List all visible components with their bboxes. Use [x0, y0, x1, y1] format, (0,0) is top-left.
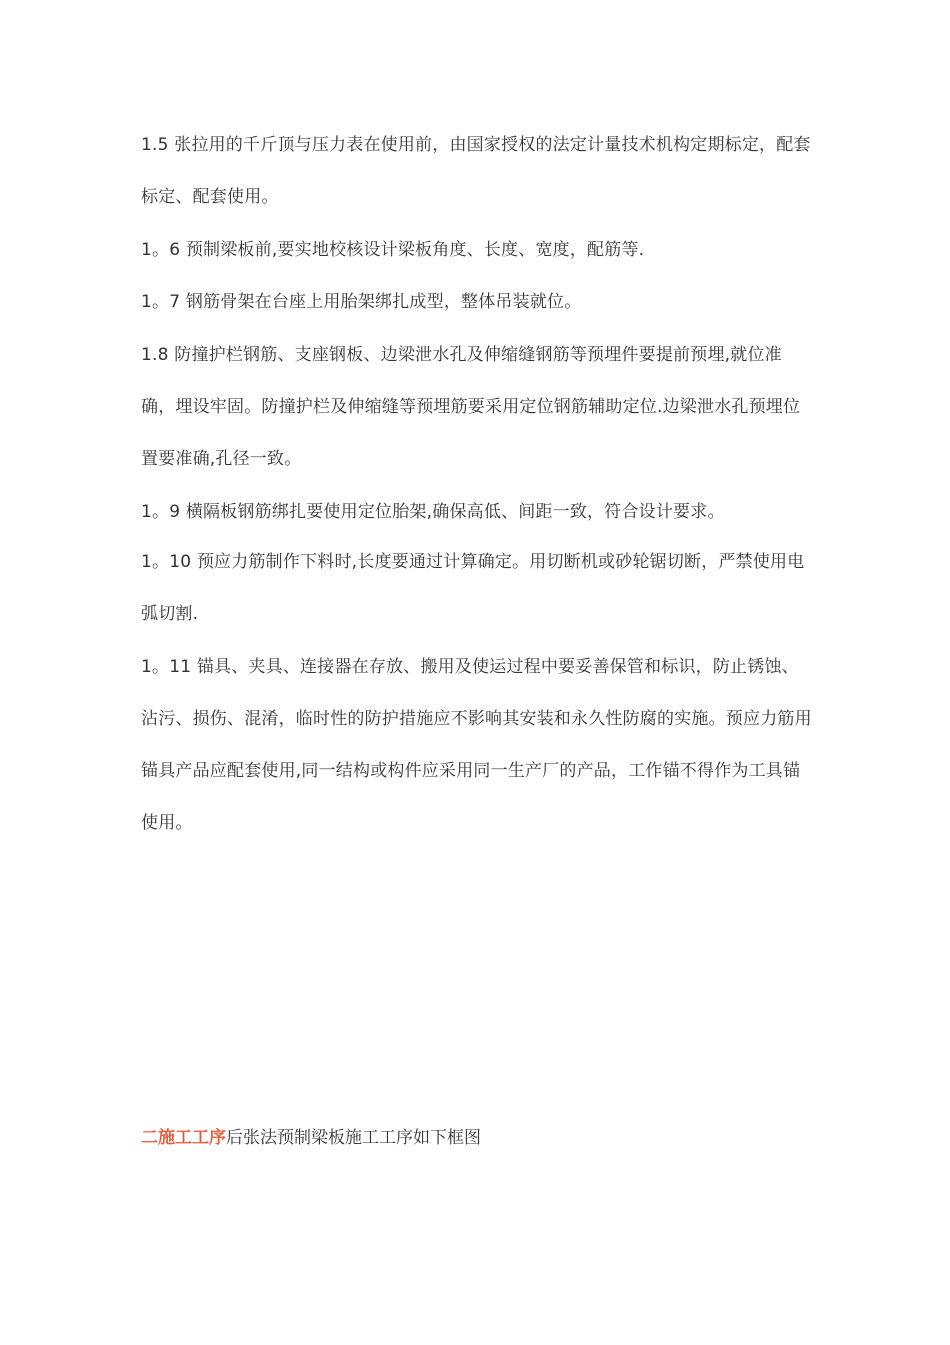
section-heading	[141, 1124, 813, 1152]
paragraph-1-11: 1。11 锚具、夹具、连接器在存放、搬用及使运过程中要妥善保管和标识，防止锈蚀、沾污、损伤、混淆，临时性的防护措施应不影响其安装和永久性防腐的实施。预应力筋用锚具产品应配套使用,同一结构或构件应采用同一生产厂的产品，工作锚不得作为工具锚使用。	[141, 657, 812, 833]
section-title: 二施工工序	[141, 1128, 226, 1148]
section-text: 后张法预制梁板施工工序如下框图	[226, 1128, 481, 1148]
paragraph-1-9: 1。9 横隔板钢筋绑扎要使用定位胎架,确保高低、间距一致，符合设计要求。	[141, 502, 725, 522]
paragraph-1-8: 1.8 防撞护栏钢筋、支座钢板、边梁泄水孔及伸缩缝钢筋等预埋件要提前预埋,就位准确，埋设牢固。防撞护栏及伸缩缝等预埋筋要采用定位钢筋辅助定位.边梁泄水孔预埋位置要准确,孔径一致。	[141, 345, 801, 469]
paragraph-1-5: 1.5 张拉用的千斤顶与压力表在使用前，由国家授权的法定计量技术机构定期标定，配套标定、配套使用。	[141, 135, 811, 207]
paragraph-1-7: 1。7 钢筋骨架在台座上用胎架绑扎成型，整体吊装就位。	[141, 292, 582, 312]
paragraph-1-6: 1。6 预制梁板前,要实地校核设计梁板角度、长度、宽度，配筋等.	[141, 240, 645, 260]
paragraph-1-10: 1。10 预应力筋制作下料时,长度要通过计算确定。用切断机或砂轮锯切断，严禁使用电弧切割.	[141, 552, 805, 624]
